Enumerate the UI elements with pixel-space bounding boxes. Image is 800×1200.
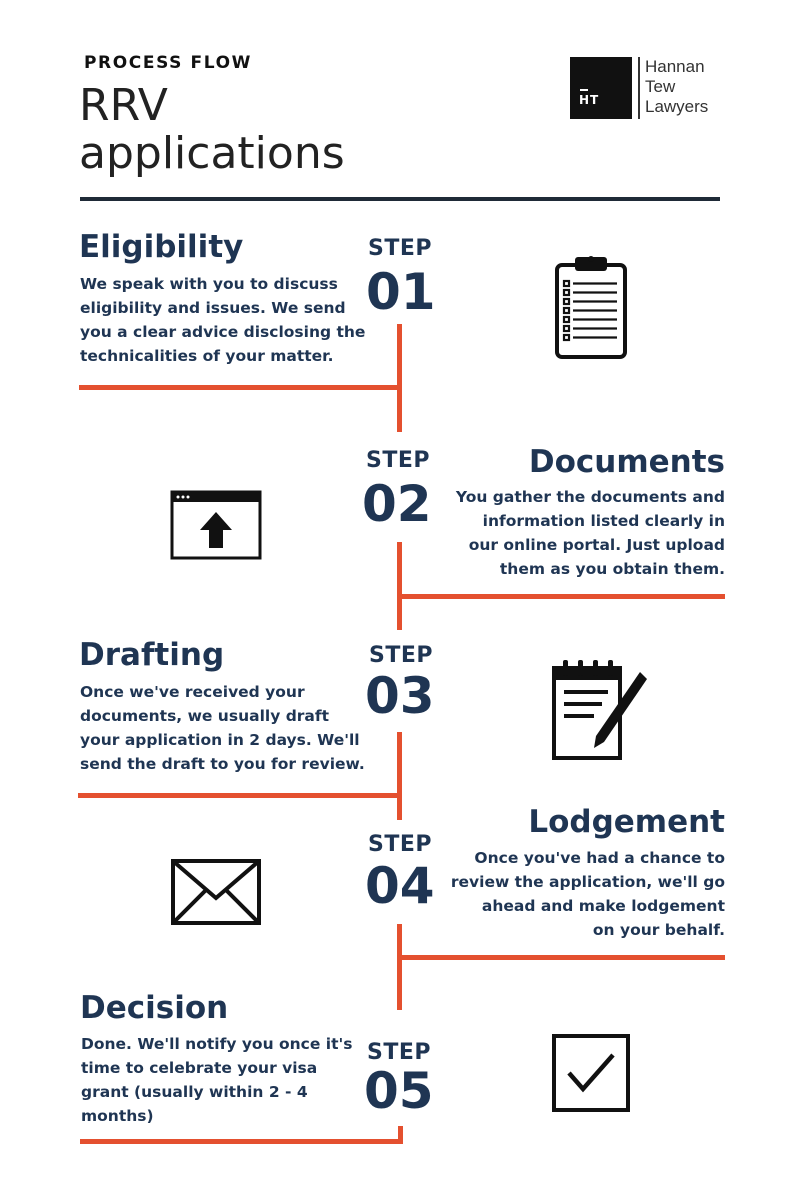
step-1-desc-line: We speak with you to discuss: [80, 275, 338, 293]
step-3-desc-line: Once we've received your: [80, 683, 305, 701]
step-4-desc-line: Once you've had a chance to: [474, 849, 725, 867]
step-3-desc-line: send the draft to you for review.: [80, 755, 365, 773]
step-1-horizontal-line: [79, 385, 400, 390]
step-5-label: STEP: [367, 1040, 432, 1065]
step-2-desc-line: our online portal. Just upload: [468, 536, 725, 554]
title-line-2: applications: [79, 128, 345, 179]
step-3-horizontal-line: [78, 793, 400, 798]
title-line-1: RRV: [79, 80, 168, 131]
page-title: [79, 82, 345, 178]
step-4-desc-line: review the application, we'll go: [450, 873, 725, 891]
step-5-desc-line: Done. We'll notify you once it's: [81, 1035, 353, 1053]
step-3-desc-line: documents, we usually draft: [80, 707, 330, 725]
step-5-horizontal-line: [80, 1139, 402, 1144]
step-3-desc-line: your application in 2 days. We'll: [80, 731, 360, 749]
logo-divider: [638, 57, 640, 119]
process-flow-kicker: PROCESS FLOW: [84, 53, 252, 73]
step-2-heading: Documents: [528, 444, 725, 480]
logo-word-3: Lawyers: [645, 97, 709, 116]
step-2-desc-line: information listed clearly in: [482, 512, 725, 530]
step-2-vertical-line: [397, 542, 402, 630]
clipboard-icon: [553, 253, 629, 361]
step-4-description: [420, 846, 725, 942]
envelope-icon: [170, 858, 262, 926]
step-1-desc-line: technicalities of your matter.: [80, 347, 334, 365]
step-4-desc-line: on your behalf.: [592, 921, 725, 939]
logo-mark-box: [570, 57, 632, 119]
step-1-desc-line: you a clear advice disclosing the: [80, 323, 366, 341]
step-4-vertical-line: [397, 924, 402, 1010]
step-2-number: 02: [362, 475, 432, 533]
step-5-desc-line: time to celebrate your visa: [81, 1059, 318, 1077]
step-4-desc-line: ahead and make lodgement: [481, 897, 725, 915]
notepad-pen-icon: [550, 658, 650, 762]
step-4-number: 04: [365, 857, 435, 915]
logo-word-2: Tew: [645, 77, 676, 96]
step-4-label: STEP: [368, 832, 433, 857]
step-1-number: 01: [366, 263, 436, 321]
logo-word-1: Hannan: [645, 57, 705, 76]
step-1-label: STEP: [368, 236, 433, 261]
upload-window-icon: [170, 490, 262, 560]
title-divider: [80, 197, 720, 201]
step-2-label: STEP: [366, 448, 431, 473]
step-5-desc-line: grant (usually within 2 - 4: [81, 1083, 308, 1101]
step-3-number: 03: [365, 667, 435, 725]
step-2-desc-line: You gather the documents and: [455, 488, 725, 506]
step-1-description: [80, 272, 365, 368]
step-3-label: STEP: [369, 643, 434, 668]
step-2-description: [420, 485, 725, 581]
step-5-heading: Decision: [80, 990, 229, 1026]
company-logo: [570, 57, 735, 119]
step-3-vertical-line: [397, 732, 402, 820]
logo-mark-text: HT: [579, 93, 600, 107]
step-1-heading: Eligibility: [79, 229, 244, 265]
step-4-horizontal-line: [399, 955, 725, 960]
step-1-vertical-line: [397, 324, 402, 432]
step-2-horizontal-line: [399, 594, 725, 599]
step-5-desc-line: months): [81, 1107, 154, 1125]
checkbox-icon: [551, 1033, 631, 1113]
step-2-desc-line: them as you obtain them.: [499, 560, 725, 578]
step-3-heading: Drafting: [79, 637, 225, 673]
step-1-desc-line: eligibility and issues. We send: [80, 299, 346, 317]
step-4-heading: Lodgement: [528, 804, 725, 840]
logo-mark-bar: [580, 89, 588, 91]
step-3-description: [80, 680, 365, 776]
step-5-number: 05: [364, 1062, 434, 1120]
logo-wordmark: [645, 57, 708, 117]
step-5-description: [81, 1032, 352, 1128]
